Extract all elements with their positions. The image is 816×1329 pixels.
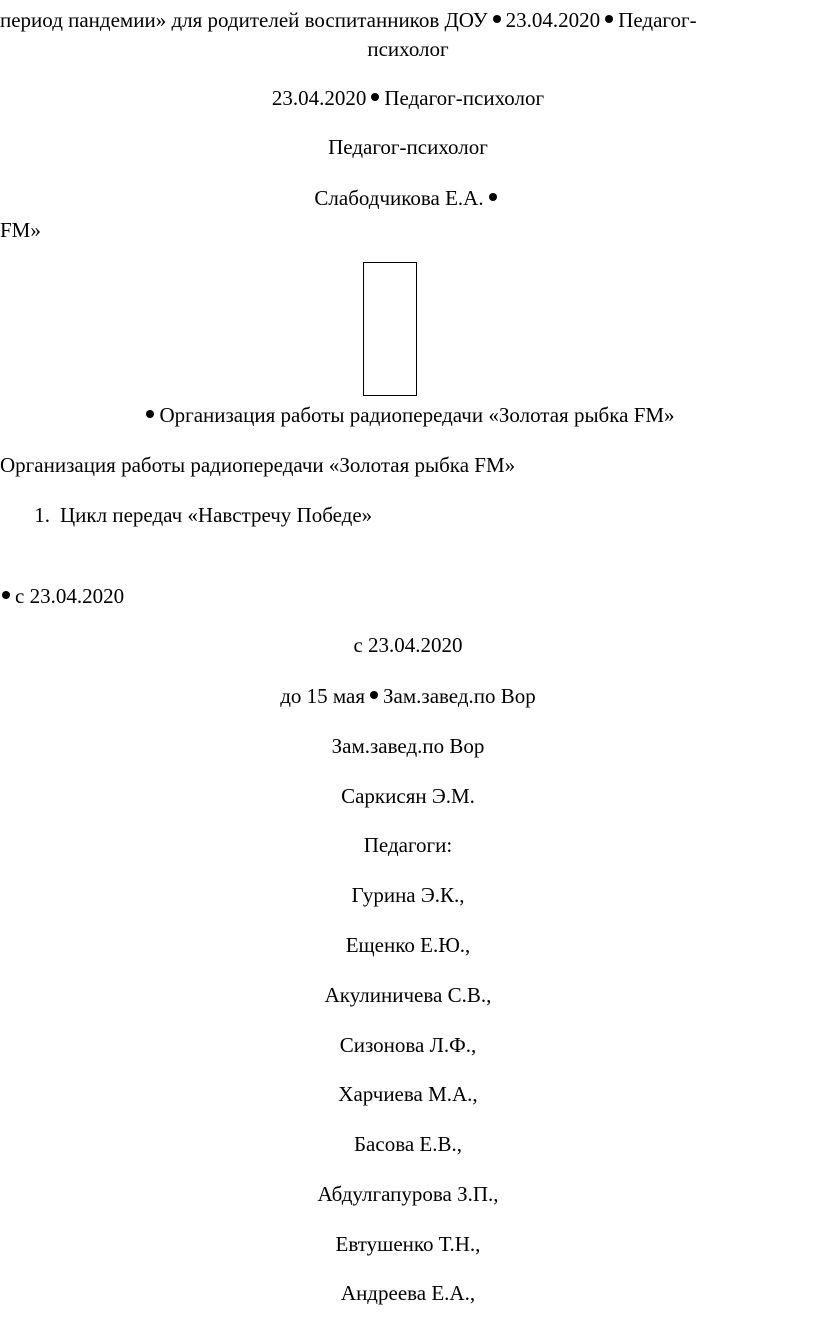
- until-date: до 15 мая: [280, 684, 366, 708]
- from-line: [0, 633, 816, 657]
- section-title-line: [0, 453, 816, 477]
- bullet-icon: [146, 410, 154, 418]
- teacher-line: [0, 1232, 816, 1256]
- date-role-line: [0, 86, 816, 110]
- role-line: [0, 135, 816, 159]
- header-text: период пандемии» для родителей воспитанников ДОУ: [0, 8, 488, 32]
- person-name: Слабодчикова Е.А.: [314, 186, 484, 210]
- deputy-role: Зам.завед.по Вор: [331, 734, 485, 758]
- from-date: с 23.04.2020: [15, 584, 125, 608]
- teacher-line: [0, 1281, 816, 1305]
- teacher-line: [0, 1082, 816, 1106]
- teacher-name: Евтушенко Т.Н.,: [335, 1232, 481, 1256]
- list-item-text: Цикл передач «Навстречу Победе»: [60, 503, 373, 527]
- date-text: 23.04.2020: [271, 86, 367, 110]
- teacher-line: [0, 1033, 816, 1057]
- teacher-name: Абдулгапурова З.П.,: [317, 1182, 499, 1206]
- teacher-name: Харчиева М.А.,: [338, 1082, 478, 1106]
- from-date: с 23.04.2020: [353, 633, 463, 657]
- list-item: [0, 503, 816, 527]
- teacher-line: [0, 933, 816, 957]
- bullet-icon: [605, 15, 613, 23]
- teacher-name: Акулиничева С.В.,: [324, 983, 492, 1007]
- list-number: 1.: [34, 503, 50, 527]
- fm-line: [0, 218, 816, 242]
- deputy-line: [0, 734, 816, 758]
- teacher-name: Сизонова Л.Ф.,: [339, 1033, 477, 1057]
- until-line: [0, 684, 816, 708]
- empty-frame: [363, 262, 417, 396]
- role-text: Педагог-психолог: [384, 86, 545, 110]
- teacher-name: Ещенко Е.Ю.,: [345, 933, 471, 957]
- teacher-line: [0, 883, 816, 907]
- bullet-icon: [489, 193, 497, 201]
- teacher-line: [0, 1132, 816, 1156]
- person-line: [0, 186, 816, 210]
- teachers-label: Педагоги:: [363, 833, 453, 857]
- fm-text: FM»: [0, 218, 41, 242]
- header-date: 23.04.2020: [505, 8, 601, 32]
- role-text: Педагог-психолог: [328, 135, 488, 159]
- teacher-line: [0, 1182, 816, 1206]
- deputy-name-line: [0, 784, 816, 808]
- teacher-line: [0, 983, 816, 1007]
- bullet-icon: [493, 15, 501, 23]
- bullet-title-line: [0, 403, 816, 427]
- teacher-name: Басова Е.В.,: [354, 1132, 462, 1156]
- teacher-name: Андреева Е.А.,: [340, 1281, 476, 1305]
- section-bullet-title: Организация работы радиопередачи «Золотая рыбка FM»: [159, 403, 675, 427]
- header-line-2: [0, 37, 816, 61]
- teachers-label-line: [0, 833, 816, 857]
- bullet-icon: [371, 93, 379, 101]
- teacher-name: Гурина Э.К.,: [351, 883, 465, 907]
- deputy-role: Зам.завед.по Вор: [383, 684, 536, 708]
- deputy-name: Саркисян Э.М.: [341, 784, 475, 808]
- header-role: Педагог-: [618, 8, 697, 32]
- section-title: Организация работы радиопередачи «Золотая рыбка FM»: [0, 453, 516, 477]
- bullet-icon: [2, 591, 10, 599]
- bullet-from-line: [0, 584, 816, 608]
- bullet-icon: [370, 691, 378, 699]
- header-role-cont: психолог: [367, 37, 449, 61]
- header-line-1: [0, 8, 816, 32]
